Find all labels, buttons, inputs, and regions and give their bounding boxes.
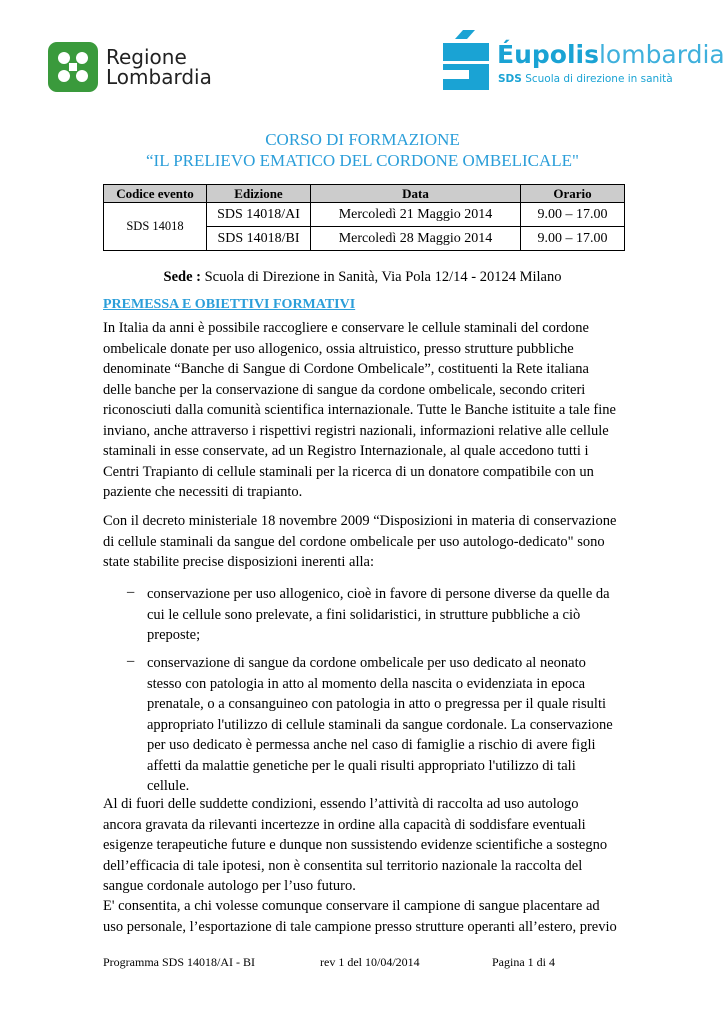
text-line: Centri Trapianto di cellule staminali per la ricerca di un donatore compatibile con un bbox=[103, 463, 594, 480]
text-line: di cellule staminali da sangue del cordone ombelicale per uso autologo-dedicato" sono bbox=[103, 533, 605, 550]
venue-address: Scuola di Direzione in Sanità, Via Pola 12/14 - 20124 Milano bbox=[204, 269, 562, 285]
text-line: In Italia da anni è possibile raccogliere e conservare le cellule staminali del cordone bbox=[103, 320, 589, 336]
paragraph-intro bbox=[103, 318, 622, 503]
table-row bbox=[104, 203, 625, 227]
event-table bbox=[103, 184, 625, 251]
date-cell: Mercoledì 28 Maggio 2014 bbox=[311, 227, 521, 251]
bullet-item-allogenic bbox=[147, 584, 622, 646]
footer-page-number: Pagina 1 di 4 bbox=[492, 955, 555, 969]
regione-lombardia-logo bbox=[48, 42, 212, 92]
edition-cell: SDS 14018/BI bbox=[207, 227, 311, 251]
date-cell: Mercoledì 21 Maggio 2014 bbox=[311, 203, 521, 227]
text-line: dell’efficacia di tale ipotesi, non è consentita sul territorio nazionale la raccolta del bbox=[103, 857, 583, 874]
logo-line-1: Regione bbox=[106, 45, 187, 69]
table-header: Orario bbox=[521, 185, 625, 203]
table-header: Codice evento bbox=[104, 185, 207, 203]
text-line: cellule. bbox=[147, 778, 190, 794]
time-cell: 9.00 – 17.00 bbox=[521, 227, 625, 251]
venue-label: Sede : bbox=[163, 269, 201, 285]
text-line: denominate “Banche di Sangue di Cordone Ombelicale”, costituenti la Rete italiana bbox=[103, 361, 589, 377]
bullet-marker: – bbox=[127, 584, 135, 600]
course-title-line-1: CORSO DI FORMAZIONE bbox=[265, 130, 460, 149]
footer-program: Programma SDS 14018/AI - BI bbox=[103, 955, 255, 969]
text-line: stesso con patologia in atto al momento della nascita o evidenziata in epoca bbox=[147, 675, 586, 692]
bullet-item-dedicated bbox=[147, 653, 622, 797]
venue-line bbox=[0, 269, 725, 286]
footer-revision: rev 1 del 10/04/2014 bbox=[320, 955, 420, 969]
text-line: uso personale, l’esportazione di tale campione presso strutture operanti all’estero, previo bbox=[103, 918, 617, 935]
text-line: cui le cellule sono prelevate, a fini solidaristici, in strutture pubbliche a ciò bbox=[147, 606, 581, 623]
text-line: appropriato l'utilizzo di cellule staminali da sangue cordonale. La conservazione bbox=[147, 716, 613, 733]
eupolis-emblem-icon bbox=[441, 30, 491, 92]
eupolis-wordmark: Éupolislombardia bbox=[497, 40, 725, 69]
text-line: affetti da malattie genetiche per le quali risulti appropriato l'utilizzo di tali bbox=[147, 757, 576, 774]
text-line: ombelicale donate per uso allogenico, ossia altruistico, presso strutture pubbliche bbox=[103, 340, 574, 357]
regione-lombardia-emblem-icon bbox=[48, 42, 98, 92]
paragraph-autologous bbox=[103, 794, 622, 897]
paragraph-decree bbox=[103, 511, 622, 573]
text-line: Con il decreto ministeriale 18 novembre 2009 “Disposizioni in materia di conservazione bbox=[103, 513, 617, 529]
table-header: Edizione bbox=[207, 185, 311, 203]
event-code-cell: SDS 14018 bbox=[104, 203, 207, 251]
text-line: conservazione per uso allogenico, cioè in favore di persone diverse da quelle da bbox=[147, 586, 610, 602]
text-line: per uso dedicato è permessa anche nel caso di famiglie a rischio di avere figli bbox=[147, 737, 596, 753]
bullet-marker: – bbox=[127, 653, 135, 669]
section-title: PREMESSA E OBIETTIVI FORMATIVI bbox=[103, 297, 356, 312]
text-line: ancora gravata da rilevanti incertezze in ordine alla capacità di soddisfare eventuali bbox=[103, 816, 586, 833]
text-line: inviano, anche attraverso i rispettivi registri nazionali, informazioni relative alle cellule bbox=[103, 422, 609, 439]
eupolis-subtitle: SDS Scuola di direzione in sanità bbox=[498, 73, 673, 85]
text-line: delle banche per la conservazione di sangue da cordone ombelicale, secondo criteri bbox=[103, 381, 586, 398]
text-line: riconosciuti dalla comunità scientifica internazionale. Tutte le Banche istituite a tale fine bbox=[103, 402, 616, 418]
text-line: preposte; bbox=[147, 627, 201, 643]
table-header: Data bbox=[311, 185, 521, 203]
paragraph-export bbox=[103, 896, 622, 937]
text-line: paziente che necessiti di trapianto. bbox=[103, 484, 303, 500]
text-line: E' consentita, a chi volesse comunque conservare il campione di sangue placentare ad bbox=[103, 898, 600, 914]
text-line: state stabilite precise disposizioni inerenti alla: bbox=[103, 554, 374, 570]
text-line: prenatale, o a consanguineo con patologia in atto o pregressa per il quale risulti bbox=[147, 696, 607, 712]
text-line: staminali in esse conservate, ad un Registro Internazionale, al quale accedono tutti i bbox=[103, 443, 589, 459]
edition-cell: SDS 14018/AI bbox=[207, 203, 311, 227]
time-cell: 9.00 – 17.00 bbox=[521, 203, 625, 227]
text-line: conservazione di sangue da cordone ombelicale per uso dedicato al neonato bbox=[147, 655, 586, 671]
course-title-line-2: “IL PRELIEVO EMATICO DEL CORDONE OMBELICALE" bbox=[146, 151, 579, 170]
text-line: esigenze terapeutiche future e dunque non sussistendo evidenze scientifiche a sostegno bbox=[103, 837, 608, 853]
text-line: sangue cordonale autologo per l’uso futuro. bbox=[103, 878, 356, 894]
logo-line-2: Lombardia bbox=[106, 65, 212, 89]
text-line: Al di fuori delle suddette condizioni, essendo l’attività di raccolta ad uso autologo bbox=[103, 796, 579, 812]
